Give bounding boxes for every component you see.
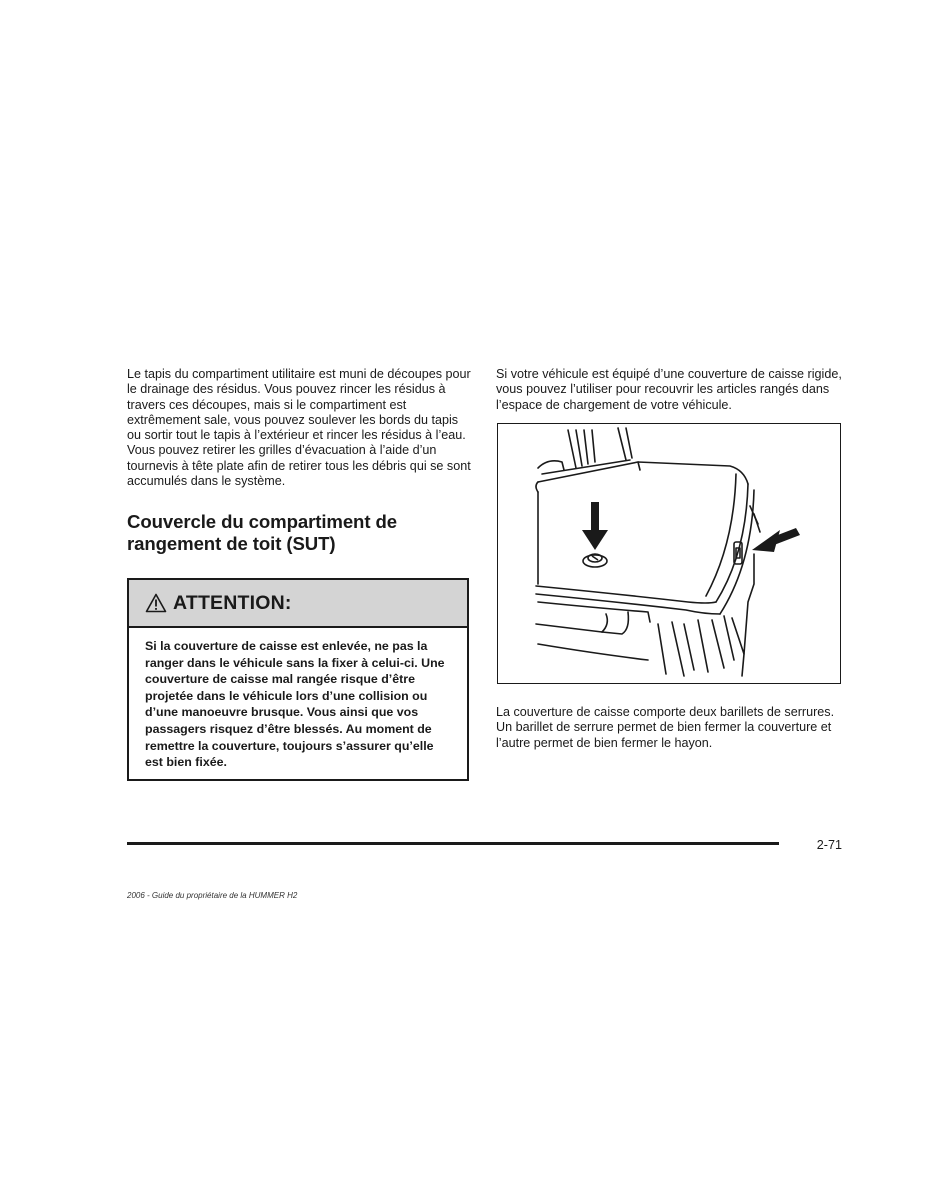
right-column (496, 367, 842, 413)
footer-rule (127, 842, 779, 845)
warning-triangle-icon (145, 593, 167, 613)
tonneau-cover-illustration (497, 423, 841, 684)
truck-bed-cover-drawing (498, 424, 839, 682)
warning-title: ATTENTION: (173, 591, 292, 614)
warning-header (129, 580, 467, 628)
caption-text: La couverture de caisse comporte deux barillets de serrures. Un barillet de serrure permet de bien fermer la couverture et l’autre permet de bien fermer le hayon. (496, 705, 835, 750)
footer-text: 2006 - Guide du propriétaire de la HUMMER H2 (127, 891, 298, 900)
warning-box (127, 578, 469, 781)
warning-text: Si la couverture de caisse est enlevée, ne pas la ranger dans le véhicule sans la fixer à celui-ci. Une couverture de caisse mal rangée risque d’être projetée dans le véhicule lors d’une collision ou d’une manoeuvre brusque. Vous ainsi que vos passagers risquez d’être blessés. Au moment de remettre la couverture, toujours s’assurer qu’elle est bien fixée. (145, 639, 445, 770)
lock-barrel-caption (496, 705, 842, 751)
section-heading: Couvercle du compartiment de rangement de toit (SUT) (127, 511, 397, 554)
mat-drainage-paragraph: Le tapis du compartiment utilitaire est muni de découpes pour le drainage des résidus. Vous pouvez rincer les résidus à travers ces découpes, mais si le compartiment est extrêmement sale, vous pouvez soulever les bords du tapis ou sortir tout le tapis à l’extérieur et rincer les résidus à l’eau. Vous pouvez retirer les grilles d’évacuation à l’aide d’un tournevis à tête plate afin de retirer tous les débris qui se sont accumulés dans le système. (127, 367, 471, 489)
hard-cover-intro: Si votre véhicule est équipé d’une couverture de caisse rigide, vous pouvez l’utiliser pour recouvrir les articles rangés dans l’espace de chargement de votre véhicule. (496, 367, 842, 412)
left-column (127, 367, 471, 554)
page-number: 2-71 (816, 838, 842, 852)
